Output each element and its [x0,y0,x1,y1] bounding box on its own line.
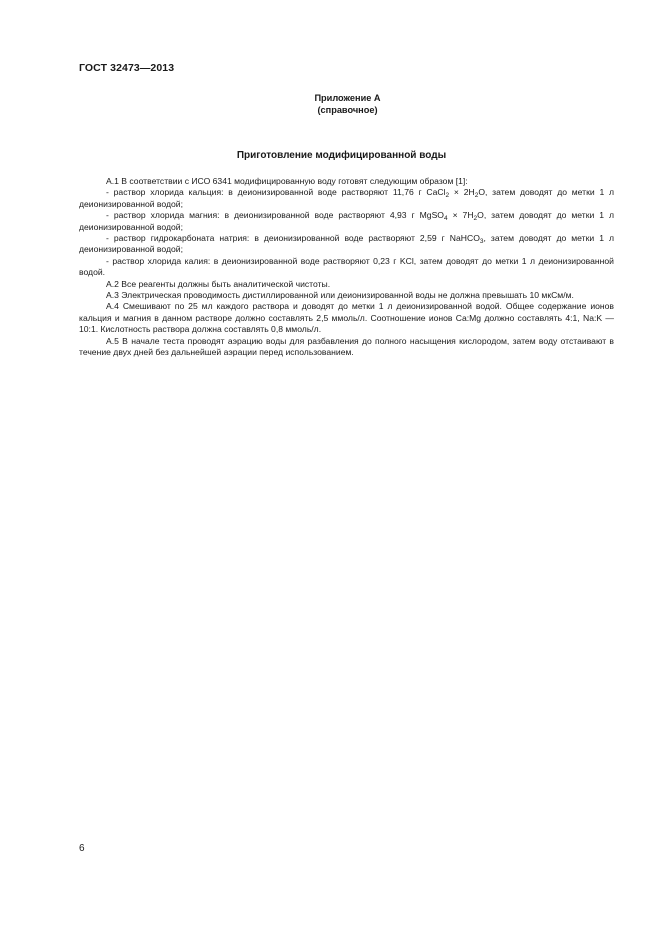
section-heading: Приготовление модифицированной воды [236,150,447,161]
paragraph-a3: А.3 Электрическая проводимость дистиллированной или деионизированной воды не должна превышать 10 мкСм/м. [106,290,574,301]
list-item-magnesium-chloride: - раствор хлорида магния: в деионизированной воде растворяют 4,93 г MgSO$_4$ × $7H_2O$, затем доводят до метки 1 л деионизированной водой; [79,210,614,232]
paragraph-a4: А.4 Смешивают по 25 мл каждого раствора и доводят до метки 1 л деионизированной водой. Общее содержание ионов кальция и магния в данном растворе должно составлять 2,5 ммоль/л. Соотношение ионов Ca:Mg должно составлять 4:1, Na:K — 10:1. Кислотность раствора должна составлять 0,8 ммоль/л. [79,301,614,335]
standard-code: ГОСТ 32473—2013 [79,62,175,74]
list-item-potassium-chloride: - раствор хлорида калия: в деионизированной воде растворяют 0,23 г KCl, затем доводят до метки 1 л деионизированной водой. [79,255,614,278]
annex-heading [0,93,661,116]
paragraph-a2: А.2 Все реагенты должны быть аналитической чистоты. [106,278,331,289]
list-item-sodium-bicarbonate: - раствор гидрокарбоната натрия: в деионизированной воде растворяют 2,59 г NaHCO$_3$, затем доводят до метки 1 л деионизированной водой; [79,233,615,255]
annex-title: Приложение А [314,93,381,103]
annex-body [79,176,614,359]
paragraph-a5: А.5 В начале теста проводят аэрацию воды для разбавления до полного насыщения кислородом, затем воду отстаивают в течение двух дней без дальнейшей аэрации перед использованием. [79,335,614,358]
list-item-calcium-chloride: - раствор хлорида кальция: в деионизированной воде растворяют 11,76 г CaCl$_2$ × $2H_2O$, затем доводят до метки 1 л деионизированной водой; [79,187,615,209]
paragraph-a1: А.1 В соответствии с ИСО 6341 модифицированную воду готовят следующим образом [1]: [106,176,468,186]
annex-kind: (справочное) [317,104,378,115]
page-number: 6 [79,843,85,854]
